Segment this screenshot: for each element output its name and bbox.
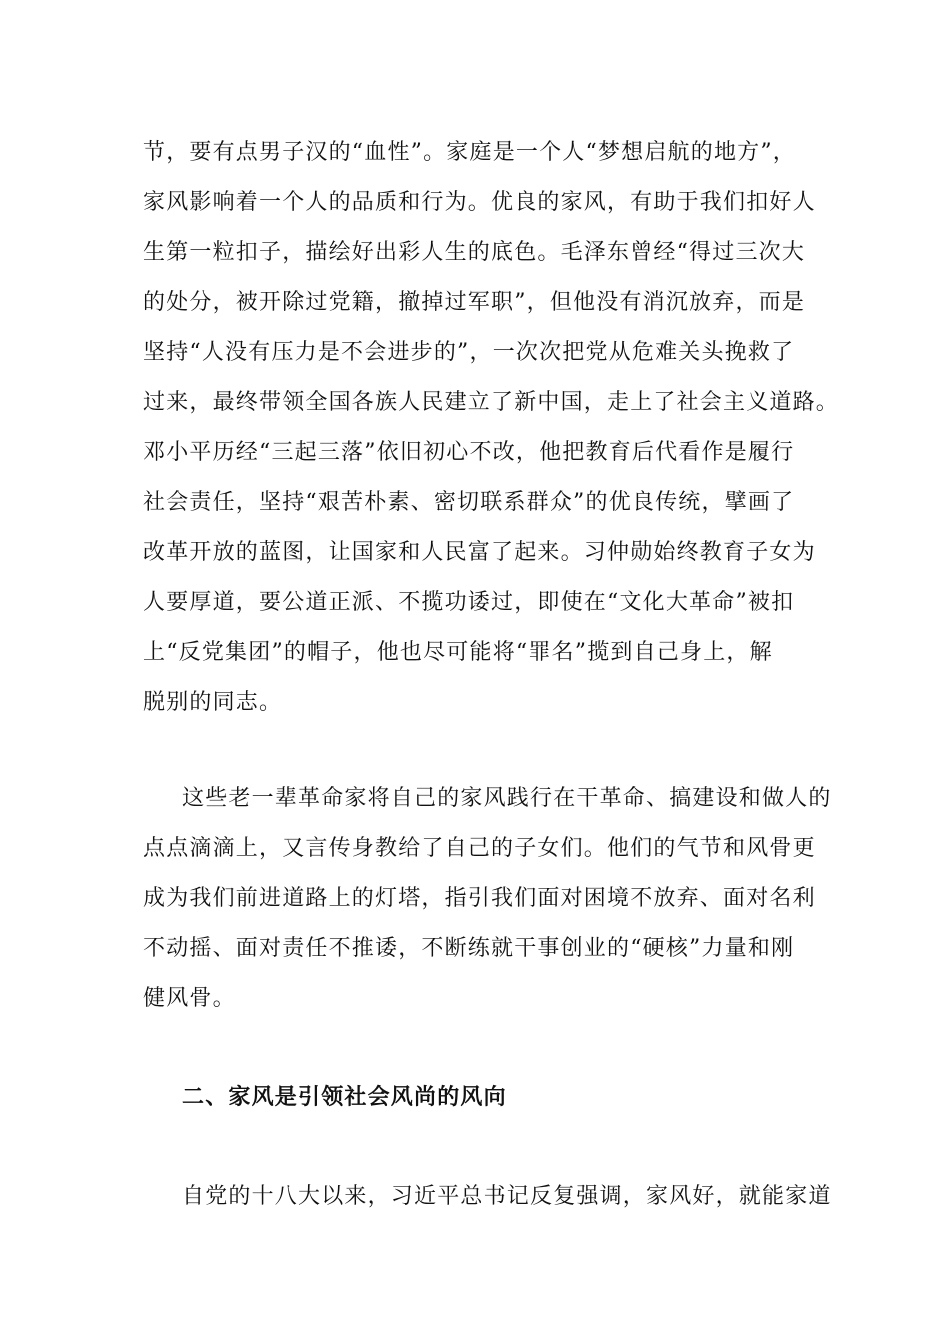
text-line: 人要厚道，要公道正派、不揽功诿过，即使在“文化大革命”被扣 — [143, 590, 795, 615]
text-line: 坚持“人没有压力是不会进步的”，一次次把党从危难关头挽救了 — [143, 340, 795, 365]
text-line: 邓小平历经“三起三落”依旧初心不改，他把教育后代看作是履行 — [143, 440, 795, 465]
text-line: 改革开放的蓝图，让国家和人民富了起来。习仲勋始终教育子女为 — [143, 540, 816, 565]
text-line: 节，要有点男子汉的“血性”。家庭是一个人“梦想启航的地方”， — [143, 140, 796, 165]
text-line: 上“反党集团”的帽子，他也尽可能将“罪名”揽到自己身上，解 — [143, 640, 773, 665]
text-line: 不动摇、面对责任不推诿，不断练就干事创业的“硬核”力量和刚 — [143, 936, 795, 961]
text-line: 点点滴滴上，又言传身教给了自己的子女们。他们的气节和风骨更 — [143, 836, 816, 861]
text-line: 家风影响着一个人的品质和行为。优良的家风，有助于我们扣好人 — [143, 190, 816, 215]
text-line: 脱别的同志。 — [143, 690, 283, 715]
section-heading: 二、家风是引领社会风尚的风向 — [182, 1084, 507, 1110]
text-line: 这些老一辈革命家将自己的家风践行在干革命、搞建设和做人的 — [182, 786, 832, 811]
text-line: 过来，最终带领全国各族人民建立了新中国，走上了社会主义道路。 — [143, 390, 840, 415]
text-line: 的处分，被开除过党籍，撤掉过军职”，但他没有消沉放弃，而是 — [143, 290, 806, 315]
text-line: 健风骨。 — [143, 986, 236, 1011]
text-line: 社会责任，坚持“艰苦朴素、密切联系群众”的优良传统，擘画了 — [143, 490, 795, 515]
text-line: 自党的十八大以来，习近平总书记反复强调，家风好，就能家道 — [182, 1184, 832, 1209]
text-line: 生第一粒扣子，描绘好出彩人生的底色。毛泽东曾经“得过三次大 — [143, 240, 806, 265]
text-line: 成为我们前进道路上的灯塔，指引我们面对困境不放弃、面对名利 — [143, 886, 816, 911]
